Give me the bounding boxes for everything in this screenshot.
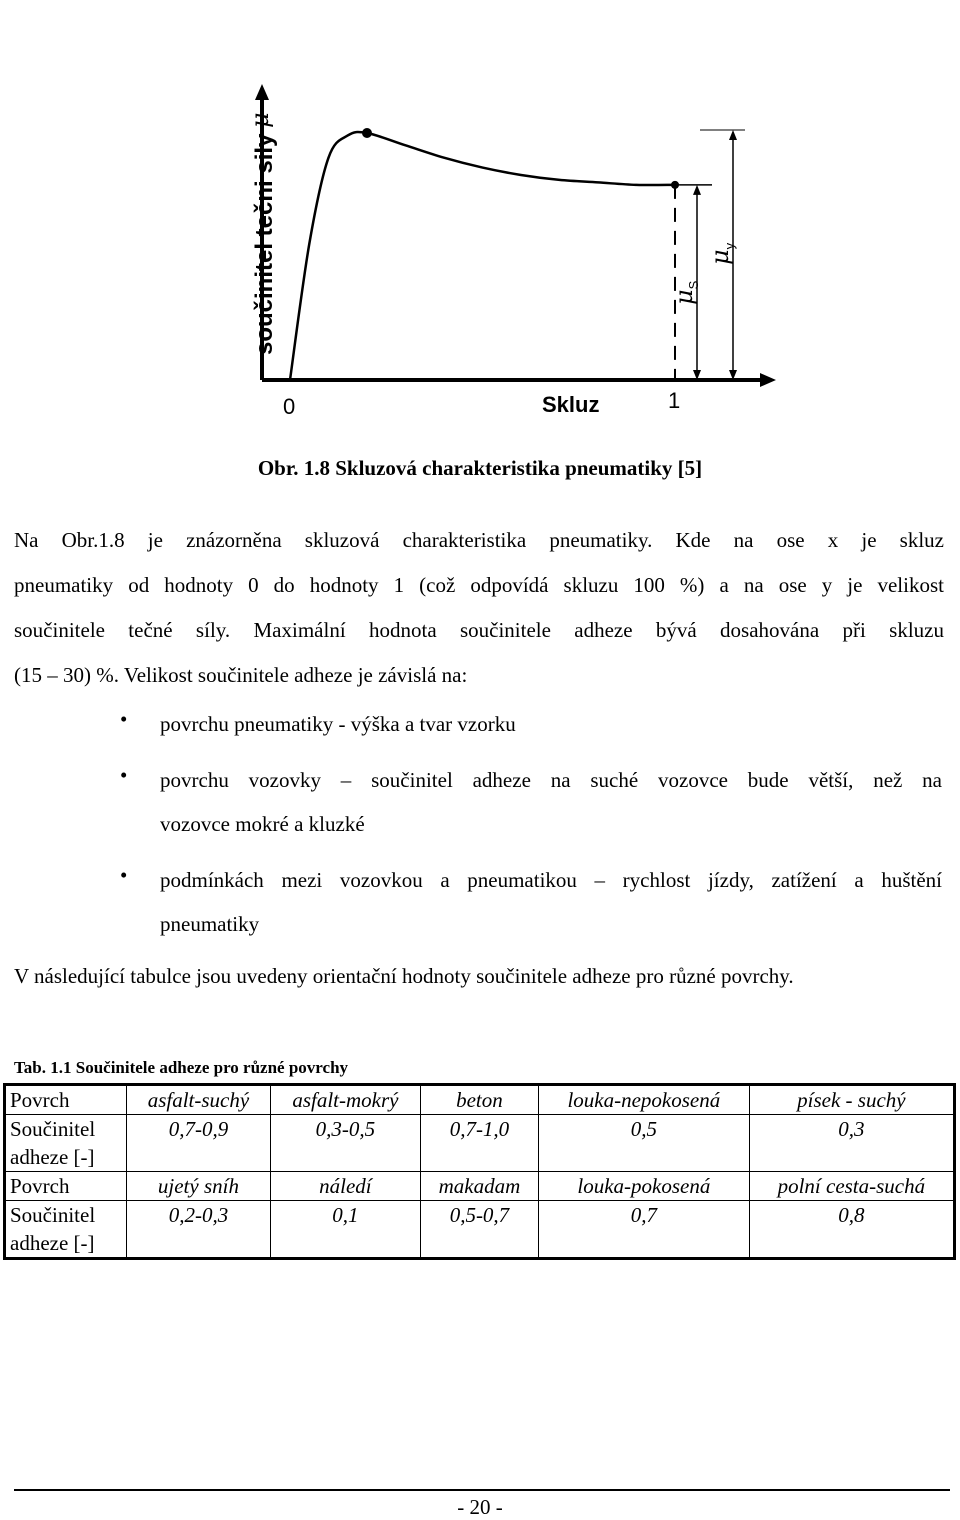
table-cell: 0,1 [270,1201,420,1259]
mu-y-label-subscript: y [722,242,737,250]
y-axis-arrowhead [255,84,269,100]
mu-y-label: $\mu_y$ [706,242,737,265]
x-axis-arrowhead [760,373,776,387]
table-row [5,1115,955,1172]
closing-line: V následující tabulce jsou uvedeny orientační hodnoty součinitele adheze pro různé povrchy. [14,964,794,988]
figure-caption: Obr. 1.8 Skluzová charakteristika pneumatiky [5] [257,456,703,480]
table-cell: ujetý sníh [127,1172,271,1201]
table-row [5,1172,955,1201]
table-row [5,1201,955,1259]
bullet-marker: • [120,707,128,731]
x-axis-label: Skluz [542,392,600,417]
bullet-item [160,758,942,846]
table-cell: asfalt-mokrý [270,1085,420,1115]
paragraph-line: pneumatiky od hodnoty 0 do hodnoty 1 (což odpovídá skluzu 100 %) a na ose y je velikost [14,573,944,597]
slip-characteristic-chart [0,0,960,430]
peak-point [362,128,372,138]
bullet-item [160,858,942,946]
table-cell: 0,7-0,9 [127,1115,271,1172]
table-cell: 0,5 [538,1115,749,1172]
slip-curve-line [290,132,675,380]
page-number: - 20 - [457,1495,503,1519]
bullet-line: vozovce mokré a kluzké [160,812,365,836]
bullet-line: povrchu pneumatiky - výška a tvar vzorku [160,712,516,736]
bullet-line: povrchu vozovky – součinitel adheze na suché vozovce bude větší, než na [160,768,942,792]
mu-s-label: $\mu_S$ [670,280,701,305]
table-cell: 0,5-0,7 [420,1201,538,1259]
x-tick-label: 0 [283,394,296,419]
table-cell: 0,8 [749,1201,954,1259]
paragraph-line: součinitele tečné síly. Maximální hodnota součinitele adheze bývá dosahována při skluzu [14,618,944,642]
table-cell: 0,7 [538,1201,749,1259]
mu-s-label-subscript: S [686,280,701,290]
table-row [5,1085,955,1115]
y-axis-label: součinitel tečni sily [251,133,278,355]
bullet-line: pneumatiky [160,912,260,936]
table-cell: písek - suchý [749,1085,954,1115]
table-cell: beton [420,1085,538,1115]
bullet-line: podmínkách mezi vozovkou a pneumatikou – rychlost jízdy, zatížení a huštění [160,868,942,892]
adhesion-table [3,1083,956,1260]
row-header: Povrch [5,1085,127,1115]
table-cell: 0,2-0,3 [127,1201,271,1259]
x-tick-label: 1 [668,388,681,413]
paragraph-line: Na Obr.1.8 je znázorněna skluzová charakteristika pneumatiky. Kde na ose x je skluz [14,528,944,552]
table-cell: louka-pokosená [538,1172,749,1201]
row-header: Součinitel adheze [-] [5,1115,127,1172]
bullet-item [160,702,942,746]
table-caption: Tab. 1.1 Součinitele adheze pro různé povrchy [14,1058,349,1077]
table-cell: 0,7-1,0 [420,1115,538,1172]
table-cell: náledí [270,1172,420,1201]
table-cell: louka-nepokosená [538,1085,749,1115]
y-axis-symbol: μ [246,112,274,128]
mu-s-arrow-top [693,185,701,195]
paragraph-line: (15 – 30) %. Velikost součinitele adheze je závislá na: [14,663,468,687]
table-cell: 0,3-0,5 [270,1115,420,1172]
row-header: Povrch [5,1172,127,1201]
mu-y-arrow-top [729,130,737,140]
bullet-marker: • [120,763,128,787]
table-cell: 0,3 [749,1115,954,1172]
table-cell: polní cesta-suchá [749,1172,954,1201]
row-header: Součinitel adheze [-] [5,1201,127,1259]
footer-rule [14,1489,950,1491]
intro-paragraph [14,518,944,698]
closing-paragraph [14,954,944,999]
table-cell: asfalt-suchý [127,1085,271,1115]
bullet-marker: • [120,863,128,887]
table-cell: makadam [420,1172,538,1201]
